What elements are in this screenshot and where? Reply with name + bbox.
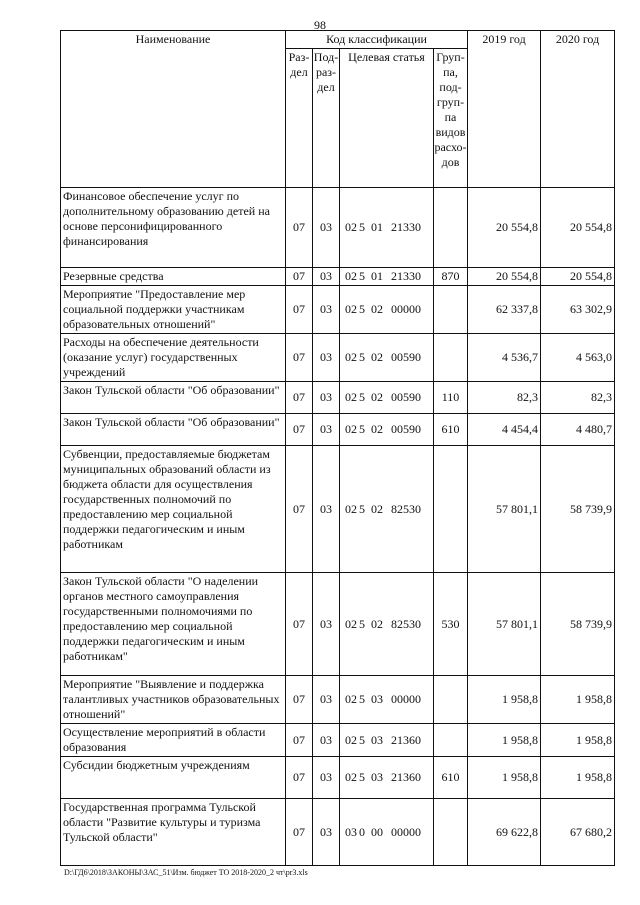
row-2020: 1 958,8 (541, 676, 615, 724)
row-2019: 57 801,1 (468, 446, 541, 573)
row-podrazdel: 03 (313, 799, 340, 866)
target-code-part: 5 (359, 390, 365, 404)
target-code-part: 5 (359, 350, 365, 364)
row-target-code (340, 757, 434, 799)
row-2020: 1 958,8 (541, 757, 615, 799)
row-group (434, 799, 468, 866)
row-2019: 4 454,4 (468, 414, 541, 446)
row-razdel: 07 (286, 724, 313, 757)
table-row (61, 268, 615, 286)
target-code-part: 02 (345, 350, 357, 364)
target-code-part: 02 (345, 501, 357, 516)
row-name: Мероприятие "Предоставление мер социальной поддержки участникам образовательных отношений" (61, 286, 286, 334)
target-code-part: 00590 (391, 350, 421, 364)
row-podrazdel: 03 (313, 286, 340, 334)
row-2019: 82,3 (468, 382, 541, 414)
row-podrazdel: 03 (313, 724, 340, 757)
target-code-part: 5 (359, 692, 365, 706)
row-razdel: 07 (286, 573, 313, 676)
table-row (61, 382, 615, 414)
row-name: Финансовое обеспечение услуг по дополнительному образованию детей на основе персонифицированного финансирования (61, 188, 286, 268)
target-code-part: 02 (345, 302, 357, 316)
row-2020: 63 302,9 (541, 286, 615, 334)
row-target-code (340, 724, 434, 757)
target-code-part: 02 (345, 732, 357, 747)
row-podrazdel: 03 (313, 757, 340, 799)
target-code-part: 02 (371, 616, 383, 631)
row-podrazdel: 03 (313, 188, 340, 268)
target-code-part: 02 (371, 302, 383, 316)
row-2020: 4 563,0 (541, 334, 615, 382)
row-2019: 69 622,8 (468, 799, 541, 866)
row-2020: 20 554,8 (541, 188, 615, 268)
row-2020: 20 554,8 (541, 268, 615, 286)
row-razdel: 07 (286, 286, 313, 334)
file-path-footer: D:\ГД6\2018\ЗАКОНЫ\ЗАС_51\Изм. бюджет ТО 2018-2020_2 чт\pr3.xls (64, 868, 308, 877)
row-2019: 1 958,8 (468, 757, 541, 799)
row-podrazdel: 03 (313, 573, 340, 676)
row-podrazdel: 03 (313, 414, 340, 446)
row-2020: 82,3 (541, 382, 615, 414)
row-group (434, 446, 468, 573)
row-group (434, 676, 468, 724)
target-code-part: 5 (359, 770, 365, 784)
row-razdel: 07 (286, 414, 313, 446)
row-razdel: 07 (286, 382, 313, 414)
row-2020: 1 958,8 (541, 724, 615, 757)
row-name: Осуществление мероприятий в области образования (61, 724, 286, 757)
row-razdel: 07 (286, 676, 313, 724)
row-podrazdel: 03 (313, 334, 340, 382)
target-code-part: 00590 (391, 422, 421, 436)
header-name: Наименование (61, 31, 286, 188)
target-code-part: 03 (371, 692, 383, 706)
target-code-part: 00590 (391, 390, 421, 404)
table-body (61, 188, 615, 866)
row-name: Субсидии бюджетным учреждениям (61, 757, 286, 799)
row-2020: 67 680,2 (541, 799, 615, 866)
table-row (61, 188, 615, 268)
row-razdel: 07 (286, 334, 313, 382)
row-group (434, 286, 468, 334)
header-2019: 2019 год (468, 31, 541, 188)
target-code-part: 03 (371, 770, 383, 784)
target-code-part: 03 (345, 824, 357, 839)
row-target-code (340, 382, 434, 414)
row-name: Закон Тульской области "О наделении органов местного самоуправления государственными полномочиями по предоставлению мер социальной поддержки педагогическим и иным работникам" (61, 573, 286, 676)
target-code-part: 02 (345, 770, 357, 784)
target-code-part: 82530 (391, 616, 421, 631)
row-name: Мероприятие "Выявление и поддержка талантливых участников образовательных отношений" (61, 676, 286, 724)
row-2019: 57 801,1 (468, 573, 541, 676)
target-code-part: 5 (359, 732, 365, 747)
header-2020: 2020 год (541, 31, 615, 188)
header-group: Груп-па, под-груп-па видов расхо-дов (434, 49, 468, 188)
row-target-code (340, 799, 434, 866)
target-code-part: 5 (359, 616, 365, 631)
row-podrazdel: 03 (313, 446, 340, 573)
target-code-part: 02 (371, 390, 383, 404)
row-podrazdel: 03 (313, 268, 340, 286)
row-group: 610 (434, 757, 468, 799)
row-2019: 20 554,8 (468, 188, 541, 268)
row-target-code (340, 268, 434, 286)
header-classification: Код классификации (286, 31, 468, 49)
target-code-part: 21330 (391, 269, 421, 283)
row-target-code (340, 676, 434, 724)
target-code-part: 00000 (391, 824, 421, 839)
table-row (61, 414, 615, 446)
row-group: 530 (434, 573, 468, 676)
row-target-code (340, 188, 434, 268)
row-target-code (340, 573, 434, 676)
row-razdel: 07 (286, 757, 313, 799)
target-code-part: 02 (345, 390, 357, 404)
table-row (61, 286, 615, 334)
target-code-part: 21360 (391, 732, 421, 747)
header-razdel: Раз-дел (286, 49, 313, 188)
row-name: Резервные средства (61, 268, 286, 286)
target-code-part: 02 (345, 422, 357, 436)
target-code-part: 02 (371, 422, 383, 436)
table-row (61, 757, 615, 799)
row-name: Субвенции, предоставляемые бюджетам муниципальных образований области из бюджета области для осуществления государственных полномочий по предоставлению мер социальной поддержки педагогическим и иным работникам (61, 446, 286, 573)
row-2020: 58 739,9 (541, 573, 615, 676)
row-2019: 1 958,8 (468, 676, 541, 724)
row-name: Закон Тульской области "Об образовании" (61, 414, 286, 446)
row-group: 110 (434, 382, 468, 414)
target-code-part: 0 (359, 824, 365, 839)
target-code-part: 5 (359, 220, 365, 234)
target-code-part: 01 (371, 269, 383, 283)
row-razdel: 07 (286, 188, 313, 268)
row-2020: 4 480,7 (541, 414, 615, 446)
target-code-part: 02 (345, 220, 357, 234)
target-code-part: 00000 (391, 302, 421, 316)
row-name: Закон Тульской области "Об образовании" (61, 382, 286, 414)
target-code-part: 5 (359, 422, 365, 436)
row-2020: 58 739,9 (541, 446, 615, 573)
row-2019: 62 337,8 (468, 286, 541, 334)
row-name: Расходы на обеспечение деятельности (оказание услуг) государственных учреждений (61, 334, 286, 382)
target-code-part: 01 (371, 220, 383, 234)
row-group: 870 (434, 268, 468, 286)
table-row (61, 799, 615, 866)
row-target-code (340, 414, 434, 446)
row-2019: 1 958,8 (468, 724, 541, 757)
row-target-code (340, 446, 434, 573)
table-row (61, 573, 615, 676)
header-target: Целевая статья (340, 49, 434, 188)
row-razdel: 07 (286, 446, 313, 573)
target-code-part: 5 (359, 269, 365, 283)
table-row (61, 334, 615, 382)
table-row (61, 446, 615, 573)
target-code-part: 21360 (391, 770, 421, 784)
table-row (61, 724, 615, 757)
row-razdel: 07 (286, 268, 313, 286)
row-2019: 20 554,8 (468, 268, 541, 286)
target-code-part: 02 (371, 350, 383, 364)
target-code-part: 02 (371, 501, 383, 516)
target-code-part: 02 (345, 269, 357, 283)
row-group: 610 (434, 414, 468, 446)
target-code-part: 82530 (391, 501, 421, 516)
row-razdel: 07 (286, 799, 313, 866)
page-number: 98 (314, 18, 326, 32)
target-code-part: 00000 (391, 692, 421, 706)
header-podrazdel: Под-раз-дел (313, 49, 340, 188)
row-podrazdel: 03 (313, 382, 340, 414)
target-code-part: 03 (371, 732, 383, 747)
target-code-part: 02 (345, 692, 357, 706)
row-group (434, 334, 468, 382)
row-2019: 4 536,7 (468, 334, 541, 382)
target-code-part: 00 (371, 824, 383, 839)
row-name: Государственная программа Тульской области "Развитие культуры и туризма Тульской области" (61, 799, 286, 866)
budget-table (60, 30, 615, 866)
target-code-part: 5 (359, 302, 365, 316)
target-code-part: 21330 (391, 220, 421, 234)
target-code-part: 02 (345, 616, 357, 631)
row-target-code (340, 334, 434, 382)
target-code-part: 5 (359, 501, 365, 516)
row-group (434, 188, 468, 268)
row-target-code (340, 286, 434, 334)
table-row (61, 676, 615, 724)
row-group (434, 724, 468, 757)
row-podrazdel: 03 (313, 676, 340, 724)
